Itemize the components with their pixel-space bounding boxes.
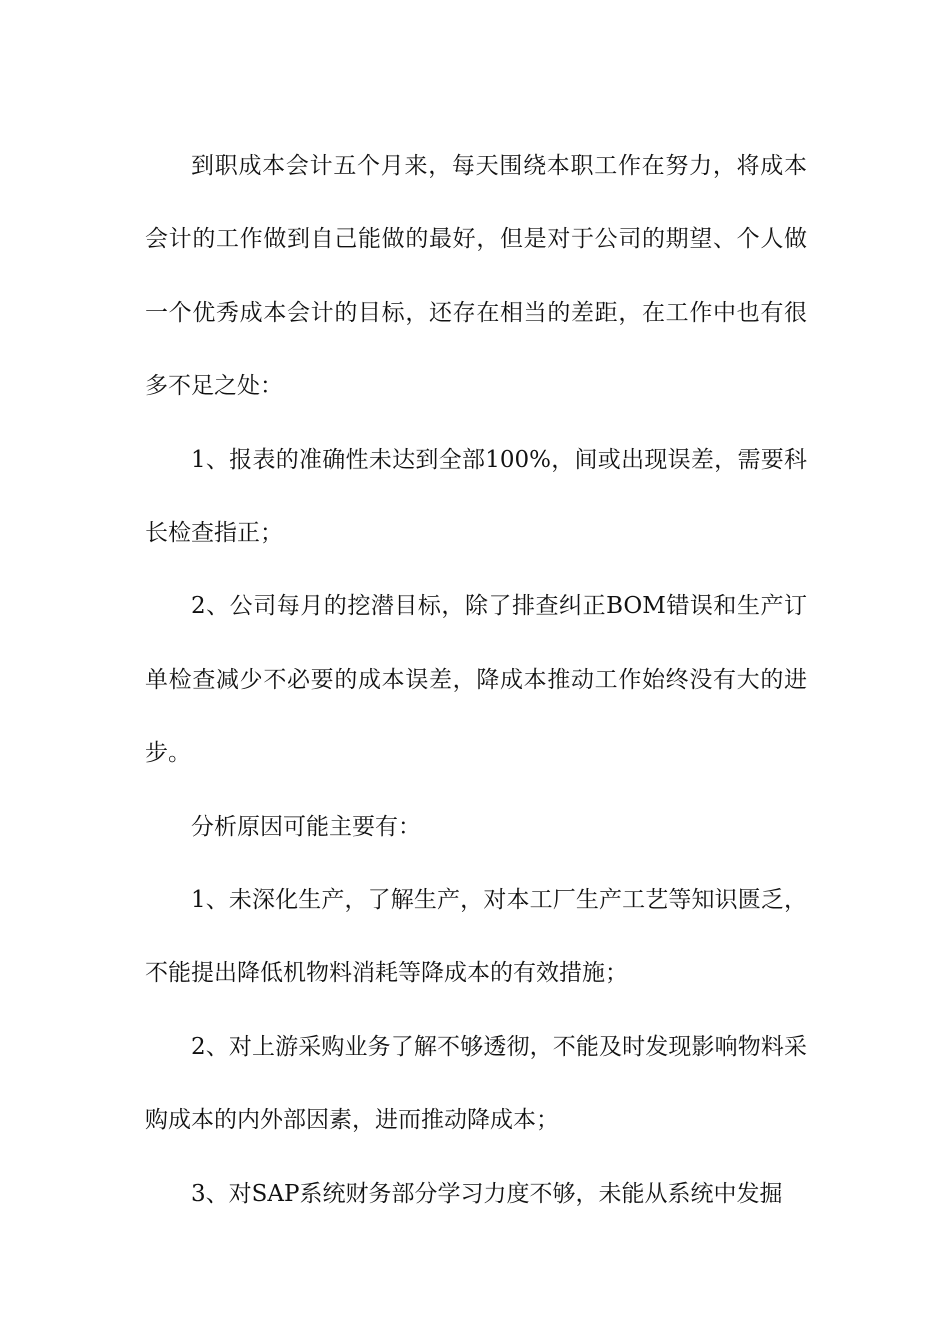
paragraph-reason-1: 1、未深化生产，了解生产，对本工厂生产工艺等知识匮乏，不能提出降低机物料消耗等降成本的有效措施； [145, 887, 807, 987]
paragraph-reason-2: 2、对上游采购业务了解不够透彻，不能及时发现影响物料采购成本的内外部因素，进而推动降成本； [145, 1033, 807, 1134]
paragraph-shortcoming-1: 1、报表的准确性未达到全部100%，间或出现误差，需要科长检查指正； [145, 446, 807, 547]
paragraph-analysis-heading: 分析原因可能主要有： [191, 813, 421, 840]
paragraph-intro: 到职成本会计五个月来，每天围绕本职工作在努力，将成本会计的工作做到自己能做的最好，但是对于公司的期望、个人做一个优秀成本会计的目标，还存在相当的差距，在工作中也有很多不足之处： [145, 153, 807, 400]
paragraph-shortcoming-2: 2、公司每月的挖潜目标，除了排查纠正BOM错误和生产订单检查减少不必要的成本误差，降成本推动工作始终没有大的进步。 [145, 593, 807, 767]
document-body [145, 130, 807, 1231]
paragraph-reason-3: 3、对SAP系统财务部分学习力度不够，未能从系统中发掘 [191, 1180, 783, 1207]
